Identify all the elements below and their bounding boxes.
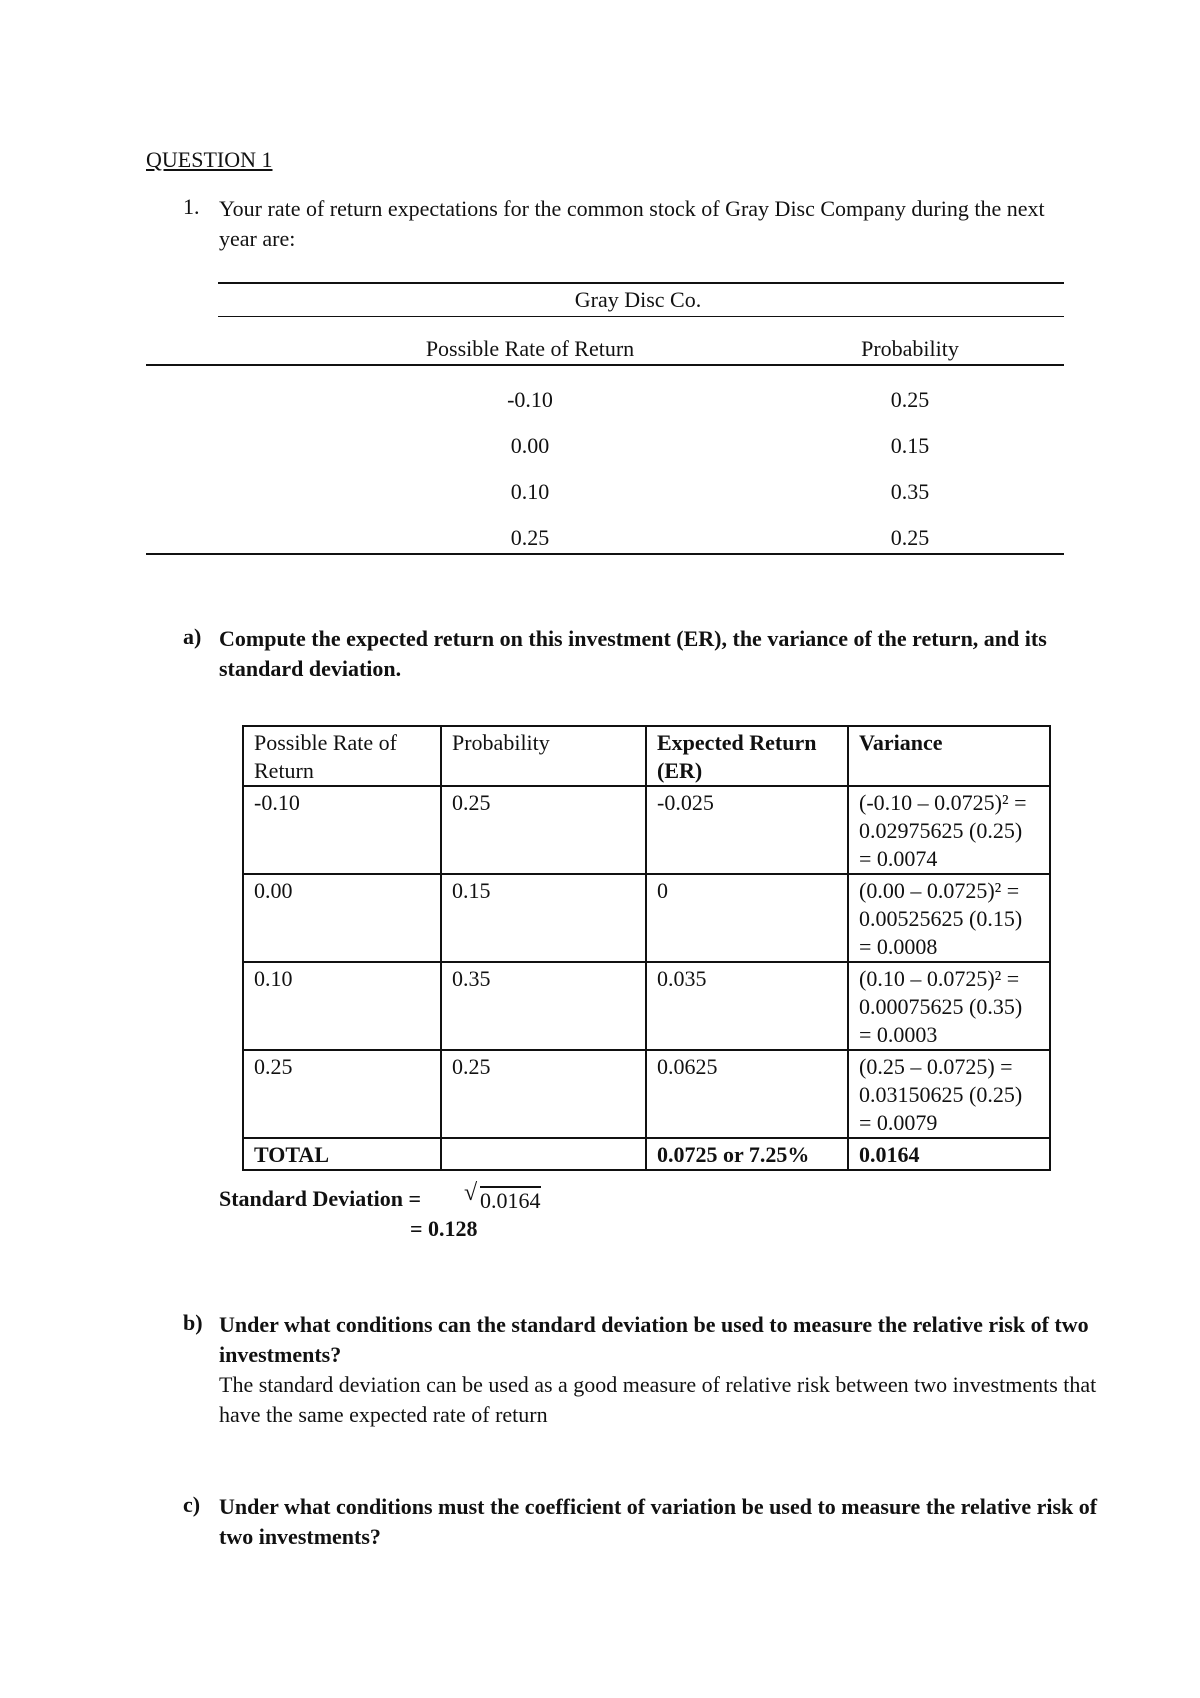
- std-dev-radicand: 0.0164: [480, 1188, 541, 1213]
- table-cell: 0: [646, 874, 848, 962]
- table-row: [243, 726, 1050, 786]
- table-cell: 0.0625: [646, 1050, 848, 1138]
- table-cell: 0.00: [510, 433, 550, 458]
- part-b-question: Under what conditions can the standard deviation be used to measure the relative risk of two investments?: [219, 1312, 1089, 1367]
- table-cell: 0.25: [441, 1050, 646, 1138]
- table-cell: (0.10 – 0.0725)² = 0.00075625 (0.35) = 0.0003: [848, 962, 1050, 1050]
- column-header-rate: Possible Rate of Return: [425, 336, 635, 361]
- table-cell: 0.25: [890, 387, 930, 412]
- table-cell: -0.10: [243, 786, 441, 874]
- table-cell: 0.25: [243, 1050, 441, 1138]
- table-row: [243, 1050, 1050, 1138]
- table-cell: 0.15: [441, 874, 646, 962]
- table-cell: (0.00 – 0.0725)² = 0.00525625 (0.15) = 0.0008: [848, 874, 1050, 962]
- table-top-rule: [218, 282, 1064, 284]
- table-row: [243, 874, 1050, 962]
- table-cell: 0.25: [441, 786, 646, 874]
- total-label: TOTAL: [243, 1138, 441, 1170]
- header-cell: Expected Return (ER): [646, 726, 848, 786]
- table-cell: 0.15: [890, 433, 930, 458]
- table-bottom-rule: [146, 553, 1064, 555]
- question-text: Your rate of return expectations for the common stock of Gray Disc Company during the next year are:: [219, 196, 1045, 251]
- column-header-probability: Probability: [861, 336, 959, 361]
- table-cell: 0.10: [243, 962, 441, 1050]
- table-cell: 0.10: [510, 479, 550, 504]
- part-b-letter: b): [183, 1310, 203, 1335]
- part-a-letter: a): [183, 624, 202, 649]
- part-c-letter: c): [183, 1492, 201, 1517]
- std-dev-label: Standard Deviation =: [219, 1186, 422, 1211]
- total-row: [243, 1138, 1050, 1170]
- table-row: [243, 962, 1050, 1050]
- table-cell: 0.25: [890, 525, 930, 550]
- table-cell: 0.035: [646, 962, 848, 1050]
- calculation-table: [242, 725, 1051, 1171]
- table-cell: 0.35: [441, 962, 646, 1050]
- header-rule: [146, 364, 1064, 366]
- table-caption: Gray Disc Co.: [574, 287, 702, 312]
- question-title: QUESTION 1: [146, 147, 273, 172]
- part-c-question: Under what conditions must the coefficient of variation be used to measure the relative risk of two investments?: [219, 1494, 1098, 1549]
- header-cell: Variance: [848, 726, 1050, 786]
- table-cell: 0.25: [510, 525, 550, 550]
- square-root-icon: √: [464, 1180, 478, 1206]
- std-dev-result: = 0.128: [410, 1216, 478, 1241]
- question-number: 1.: [183, 194, 200, 219]
- table-cell: 0.00: [243, 874, 441, 962]
- total-expected-return: 0.0725 or 7.25%: [646, 1138, 848, 1170]
- part-a-question: Compute the expected return on this investment (ER), the variance of the return, and its standard deviation.: [219, 626, 1047, 681]
- part-b-answer: The standard deviation can be used as a good measure of relative risk between two investments that have the same expected rate of return: [219, 1372, 1097, 1427]
- table-cell: 0.35: [890, 479, 930, 504]
- table-cell: -0.10: [507, 387, 553, 412]
- table-row: [243, 786, 1050, 874]
- header-cell: Possible Rate of Return: [243, 726, 441, 786]
- table-cell: [441, 1138, 646, 1170]
- header-cell: Probability: [441, 726, 646, 786]
- table-cell: (-0.10 – 0.0725)² = 0.02975625 (0.25) = 0.0074: [848, 786, 1050, 874]
- table-cell: (0.25 – 0.0725) = 0.03150625 (0.25) = 0.0079: [848, 1050, 1050, 1138]
- table-cell: -0.025: [646, 786, 848, 874]
- total-variance: 0.0164: [848, 1138, 1050, 1170]
- caption-rule: [218, 316, 1064, 317]
